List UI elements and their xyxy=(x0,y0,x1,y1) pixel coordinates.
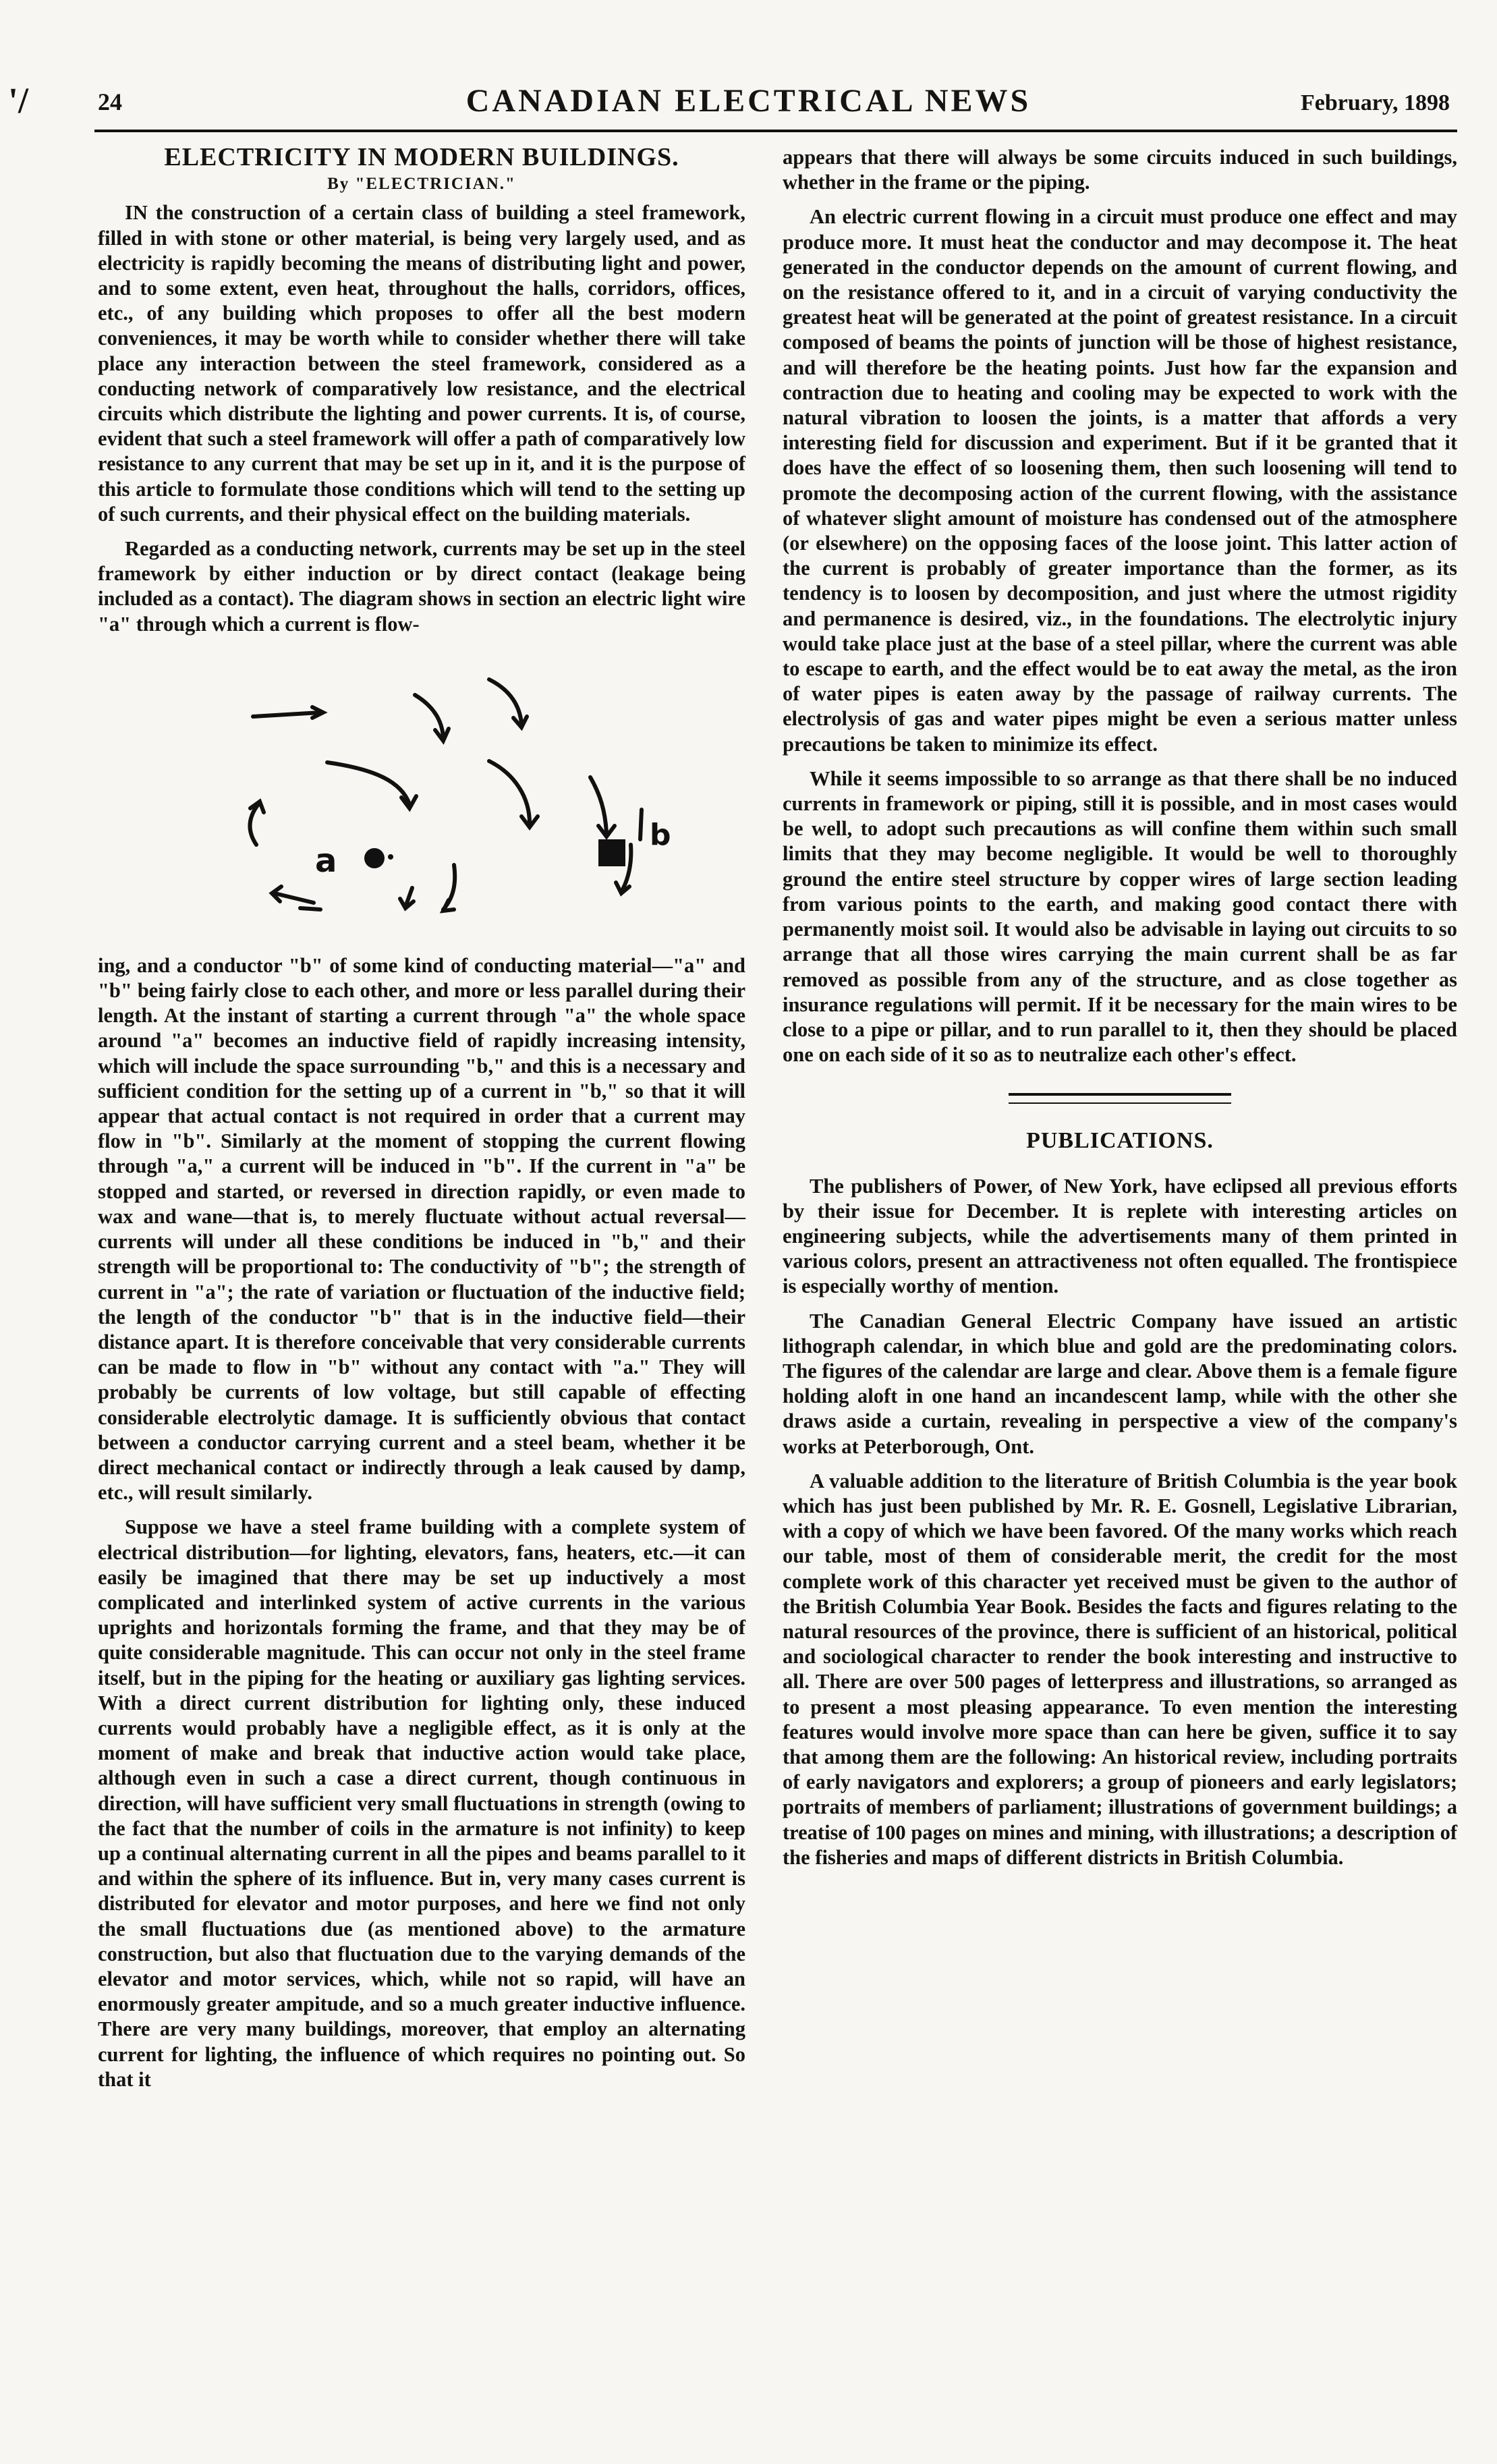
article-paragraph: Regarded as a conducting network, currents may be set up in the steel framework by either induction or by direct contact (leakage being included as a contact). The diagram shows in section an electric light wire "a" through which a current is flow- xyxy=(98,537,745,636)
field-arrow xyxy=(327,762,409,804)
article-paragraph: ing, and a conductor "b" of some kind of conducting material—"a" and "b" being fairly close to each other, and more or less parallel during their length. At the instant of starting a current through "a" the whole space around "a" becomes an inductive field of rapidly increasing intensity, which will include the space surrounding "b," and this is a necessary and sufficient condition for the setting up of a current in "b," so that it will appear that actual contact is not required in order that a current may flow in "b". Similarly at the moment of stopping the current flowing through "a," a current will be induced in "b". If the current in "a" be stopped and started, or reversed in direction rapidly, or even made to wax and wane—that is, to merely fluctuate without actual reversal—currents will under all these conditions be induced in "b," and their strength will be proportional to: The conductivity of "b"; the strength of current in "a"; the rate of variation or fluctuation of the inductive field; the length of the conductor "b" that is in the inductive field—their distance apart. It is therefore conceivable that very considerable currents can be made to flow in "b" without any contact with "a." They will probably be currents of low voltage, but still capable of effecting considerable electrolytic damage. It is sufficiently obvious that contact between a conductor carrying current and a steel beam, whether it be direct mechanical contact or indirectly through a leak caused by damp, etc., will result similarly. xyxy=(98,953,745,1505)
article-paragraph: Suppose we have a steel frame building with a complete system of electrical distribution—for lighting, elevators, fans, heaters, etc.—it can easily be imagined that there may be set up inductively a most complicated and interlinked system of active currents in the various uprights and horizontals forming the frame, and that they may be of quite considerable magnitude. This can occur not only in the steel frame itself, but in the piping for the heating or auxiliary gas lighting services. With a direct current distribution for lighting only, these induced currents would probably have a negligible effect, as it is only at the moment of make and break that inductive action would take place, although even in such a case a direct current, though continuous in direction, will have sufficient very small fluctuations in strength (owing to the fact that the number of coils in the armature is not infinity) to keep up a continual alternating current in all the pipes and beams parallel to it and within the sphere of its influence. But in, very many cases current is distributed for elevator and motor purposes, and here we find not only the small fluctuations due (as mentioned above) to the armature construction, but also that fluctuation due to the varying demands of the elevator and motor services, which, while not so rapid, will have an enormously greater ampitude, and so a much greater inductive influence. There are very many buildings, moreover, that employ an alternating current for lighting, the influence of which requires no pointing out. So that it xyxy=(98,1515,745,2091)
publications-paragraph: A valuable addition to the literature of British Columbia is the year book which has just been published by Mr. R. E. Gosnell, Legislative Librarian, with a copy of which we have been favored. Of the many works which reach our table, most of them of considerable merit, the credit for the most complete work of this character yet received must be given to the author of the British Columbia Year Book. Besides the facts and figures relating to the natural resources of the province, there is sufficient of an historical, political and sociological character to render the book interesting and instructive to all. There are over 500 pages of letterpress and illustrations, so arranged as to present a most pleasing appearance. To even mention the interesting features would involve more space than can here be given, suffice it to say that among them are the following: An historical review, including portraits of early navigators and explorers; a group of pioneers and early legislators; portraits of members of parliament; illustrations of government buildings; a treatise of 100 pages on mines and mining, with illustrations; a description of the fisheries and maps of different districts in British Columbia. xyxy=(783,1469,1457,1869)
induction-diagram xyxy=(98,642,745,949)
publications-paragraph: The publishers of Power, of New York, have eclipsed all previous efforts by their issue for December. It is replete with interesting articles on engineering subjects, while the advertisements many of them printed in various colors, present an attractiveness not often equalled. The frontispiece is especially worthy of mention. xyxy=(783,1174,1457,1298)
diagram-label-b: b xyxy=(650,817,671,852)
field-arrow xyxy=(489,761,530,823)
field-arrow xyxy=(489,679,521,723)
page-header xyxy=(0,83,1497,128)
publications-paragraph: The Canadian General Electric Company have issued an artistic lithograph calendar, in which blue and gold are the predominating colors. The figures of the calendar are large and clear. Above them is a female figure holding aloft in one hand an incandescent lamp, while with the other she draws aside a curtain, revealing in perspective a view of the company's works at Peterborough, Ont. xyxy=(783,1309,1457,1458)
article-paragraph: While it seems impossible to so arrange as that there shall be no induced currents in framework or piping, still it is possible, and in most cases would be well, to adopt such precautions as will confine them within such small limits that they may become negligible. It would be well to thoroughly ground the entire steel structure by copper wires of large section leading from various points to the earth, and making good contact there with permanently moist soil. It would also be advisable in laying out circuits to so arrange that all those wires carrying the main current shall be as far removed as possible from any of the structure, and as close together as insurance regulations will permit. If it be necessary for the main wires to be close to a pipe or pillar, and to run parallel to it, then they should be placed one on each side of it so as to neutralize each other's effect. xyxy=(783,766,1457,1067)
field-arrow xyxy=(250,804,258,845)
field-arrow xyxy=(253,712,320,717)
article-paragraph: IN the construction of a certain class of building a steel framework, filled in with stone or other material, is being very largely used, and as electricity is rapidly becoming the means of distributing light and power, and to some extent, even heat, throughout the halls, corridors, offices, etc., of any building which proposes to offer all the best modern conveniences, it may be worth while to consider whether there will take place any interaction between the steel framework, considered as a conducting network of comparatively low resistance, and the electrical circuits which distribute the lighting and power currents. It is, of course, evident that such a steel framework will offer a path of comparatively low resistance to any current that may be set up in it, and it is the purpose of this article to formulate those conditions which will tend to the setting up of such currents, and their physical effect on the building materials. xyxy=(98,201,745,526)
section-divider xyxy=(1009,1093,1231,1104)
right-column xyxy=(783,145,1457,1870)
publication-title: CANADIAN ELECTRICAL NEWS xyxy=(465,83,1032,119)
article-title: ELECTRICITY IN MODERN BUILDINGS. xyxy=(164,143,679,171)
issue-date: February, 1898 xyxy=(1301,90,1450,115)
article-byline: By "ELECTRICIAN." xyxy=(327,175,516,194)
page-number: 24 xyxy=(98,88,122,115)
publications-title: PUBLICATIONS. xyxy=(1026,1128,1214,1154)
article-paragraph: An electric current flowing in a circuit must produce one effect and may produce more. It must heat the conductor and may decompose it. The heat generated in the conductor depends on the amount of current flowing, and on the resistance offered to it, and in a circuit of varying conductivity the greatest heat will be generated at the point of greatest resistance. In a circuit composed of beams the points of junction will be those of highest resistance, and will therefore be the heating points. Just how far the expansion and contraction due to heating and cooling may be expected to work with the natural vibration to loosen the joints, is a matter that affords a very interesting field for discussion and experiment. But if it be granted that it does have the effect of so loosening them, then such loosening will tend to promote the decomposing action of the current flowing, with the assistance of whatever slight amount of moisture has condensed out of the atmosphere (or elsewhere) on the opposing faces of the loose joint. This latter action of the current is probably of greater importance than the former, as its tendency is to loosen by decomposition, and just where the utmost rigidity and permanence is desired, viz., in the foundations. The electrolytic injury would take place just at the base of a steel pillar, where the current was able to escape to earth, and the effect would be to eat away the metal, as the iron of water pipes is eaten away by the passage of railway currents. The electrolysis of gas and water pipes might be even a serious matter unless precautions be taken to minimize its effect. xyxy=(783,205,1457,756)
margin-mark: '/ xyxy=(8,80,29,121)
left-column xyxy=(98,145,745,2092)
header-rule xyxy=(94,130,1457,132)
field-arrow xyxy=(415,695,443,737)
conductor-a-wire xyxy=(364,848,385,868)
diagram-label-a: a xyxy=(315,841,337,880)
conductor-b-section xyxy=(598,839,625,866)
article-paragraph: appears that there will always be some circuits induced in such buildings, whether in the frame or the piping. xyxy=(783,146,1457,194)
